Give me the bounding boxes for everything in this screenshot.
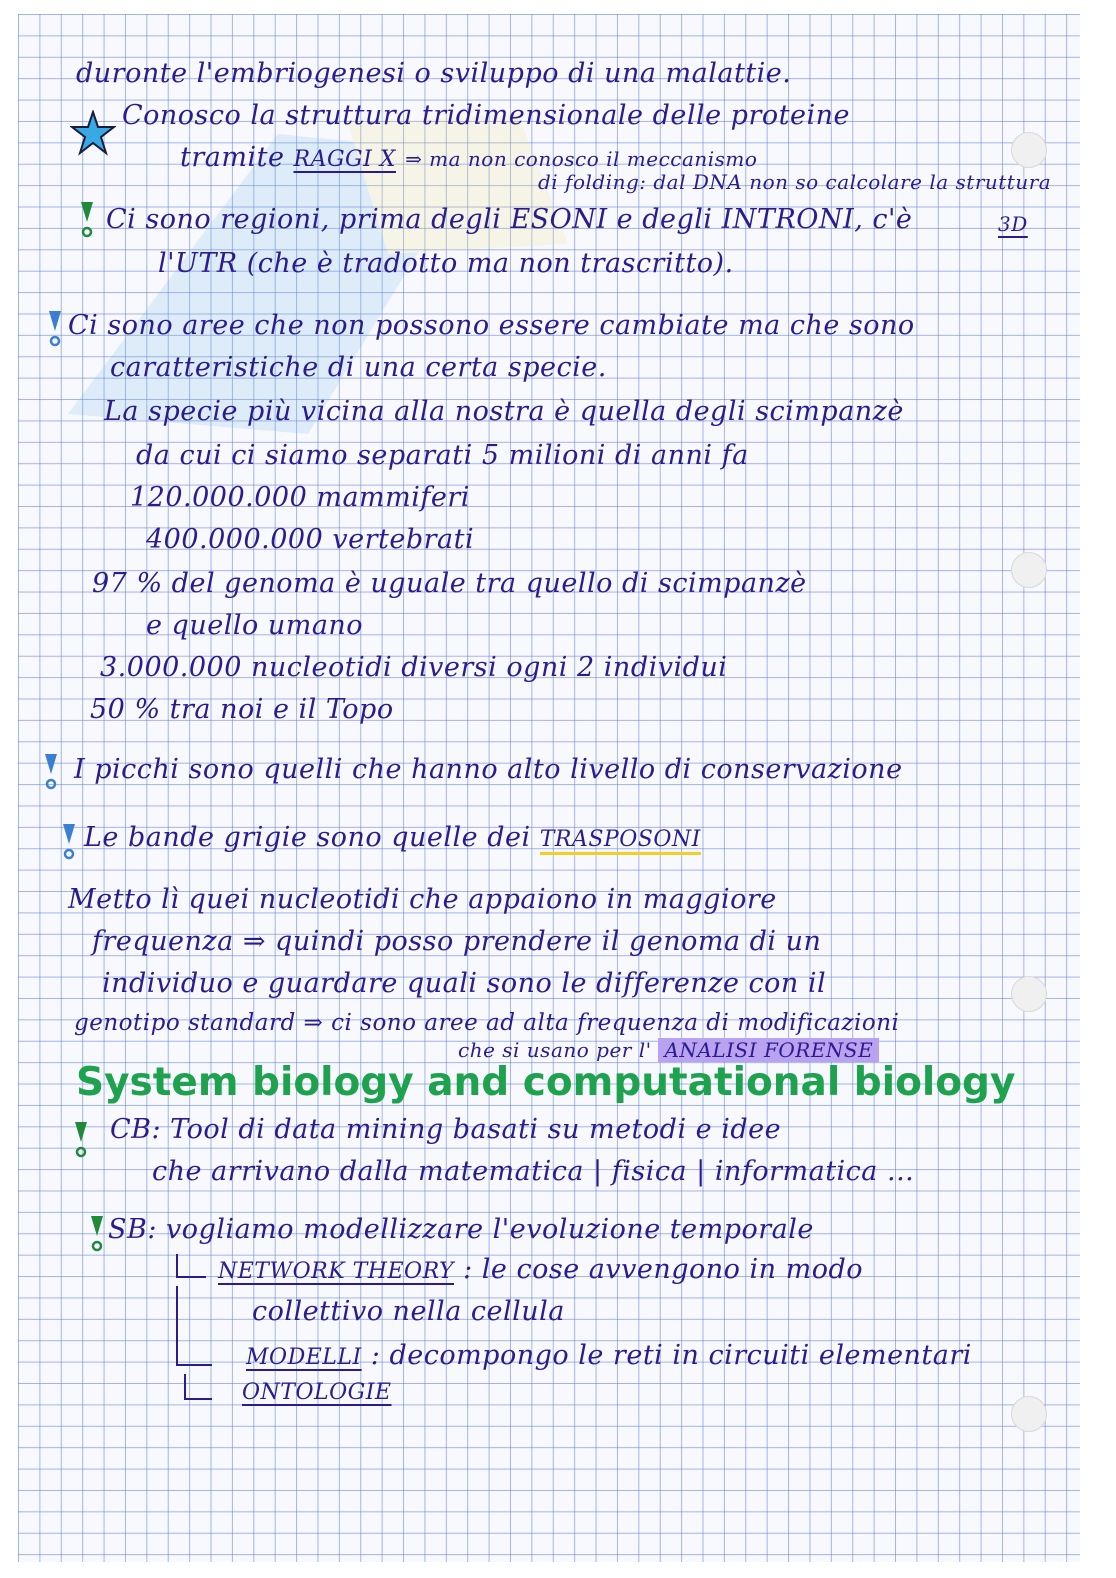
- star-icon: [70, 110, 116, 156]
- binder-hole: [1011, 976, 1047, 1012]
- note-highlighted: TRASPOSONI: [540, 827, 701, 855]
- note-line: ONTOLOGIE: [242, 1380, 392, 1405]
- note-line: 97 % del genoma è uguale tra quello di scimpanzè: [92, 568, 807, 599]
- note-line: genotipo standard ⇒ ci sono aree ad alta frequenza di modificazioni: [74, 1010, 900, 1036]
- note-underlined: MODELLI: [246, 1345, 362, 1370]
- exclamation-mark-icon: [88, 1214, 106, 1254]
- note-underlined: NETWORK THEORY: [218, 1259, 454, 1284]
- exclamation-mark-icon: [42, 752, 60, 792]
- note-line: 3.000.000 nucleotidi diversi ogni 2 individui: [100, 652, 728, 683]
- exclamation-mark-icon: [46, 309, 64, 349]
- note-line: La specie più vicina alla nostra è quella degli scimpanzè: [104, 396, 904, 427]
- note-line: Ci sono regioni, prima degli ESONI e degli INTRONI, c'è: [106, 204, 913, 235]
- note-text: : le cose avvengono in modo: [463, 1254, 864, 1285]
- exclamation-mark-icon: [72, 1120, 90, 1160]
- note-line: e quello umano: [146, 610, 364, 641]
- note-line: 120.000.000 mammiferi: [130, 482, 470, 513]
- note-line: [84, 822, 701, 853]
- note-line: [180, 142, 757, 173]
- note-line: caratteristiche di una certa specie.: [110, 352, 607, 383]
- note-underlined: RAGGI X: [293, 147, 396, 172]
- note-line: individuo e guardare quali sono le differenze con il: [102, 968, 827, 999]
- binder-hole: [1011, 132, 1047, 168]
- exclamation-mark-icon: [78, 200, 96, 240]
- note-text: : decompongo le reti in circuiti elementari: [370, 1340, 972, 1371]
- branch-arrow: [176, 1254, 206, 1278]
- section-heading: System biology and computational biology: [76, 1060, 1016, 1105]
- note-line: [218, 1254, 863, 1285]
- note-line: SB: vogliamo modellizzare l'evoluzione temporale: [108, 1214, 814, 1245]
- note-text: tramite: [180, 142, 285, 173]
- note-line: di folding: dal DNA non so calcolare la struttura: [538, 170, 1052, 194]
- note-highlighted: ANALISI FORENSE: [658, 1038, 879, 1062]
- note-line: frequenza ⇒ quindi posso prendere il genoma di un: [92, 926, 822, 957]
- note-text: ⇒ ma non conosco il meccanismo: [405, 147, 758, 171]
- note-line: [458, 1038, 879, 1062]
- binder-hole: [1011, 1396, 1047, 1432]
- note-line: 400.000.000 vertebrati: [146, 524, 475, 555]
- note-line: l'UTR (che è tradotto ma non trascritto).: [158, 248, 734, 279]
- note-text: Le bande grigie sono quelle dei: [84, 822, 531, 853]
- branch-arrow: [176, 1286, 212, 1366]
- note-line: da cui ci siamo separati 5 milioni di anni fa: [136, 440, 749, 471]
- note-line: 50 % tra noi e il Topo: [90, 694, 394, 725]
- binder-hole: [1011, 552, 1047, 588]
- note-line: 3D: [998, 212, 1028, 236]
- note-line: Metto lì quei nucleotidi che appaiono in maggiore: [68, 884, 777, 915]
- notebook-page: [18, 14, 1080, 1562]
- branch-arrow: [184, 1374, 212, 1400]
- note-line: [246, 1340, 972, 1371]
- note-line: Conosco la struttura tridimensionale delle proteine: [122, 100, 850, 131]
- note-line: che arrivano dalla matematica | fisica | informatica ...: [152, 1156, 915, 1187]
- note-line: I picchi sono quelli che hanno alto livello di conservazione: [74, 754, 903, 785]
- note-text: che si usano per l': [458, 1038, 652, 1062]
- note-line: duronte l'embriogenesi o sviluppo di una malattie.: [76, 58, 792, 89]
- note-line: collettivo nella cellula: [252, 1296, 565, 1327]
- note-line: Ci sono aree che non possono essere cambiate ma che sono: [68, 310, 915, 341]
- note-line: CB: Tool di data mining basati su metodi e idee: [110, 1114, 782, 1145]
- exclamation-mark-icon: [60, 822, 78, 862]
